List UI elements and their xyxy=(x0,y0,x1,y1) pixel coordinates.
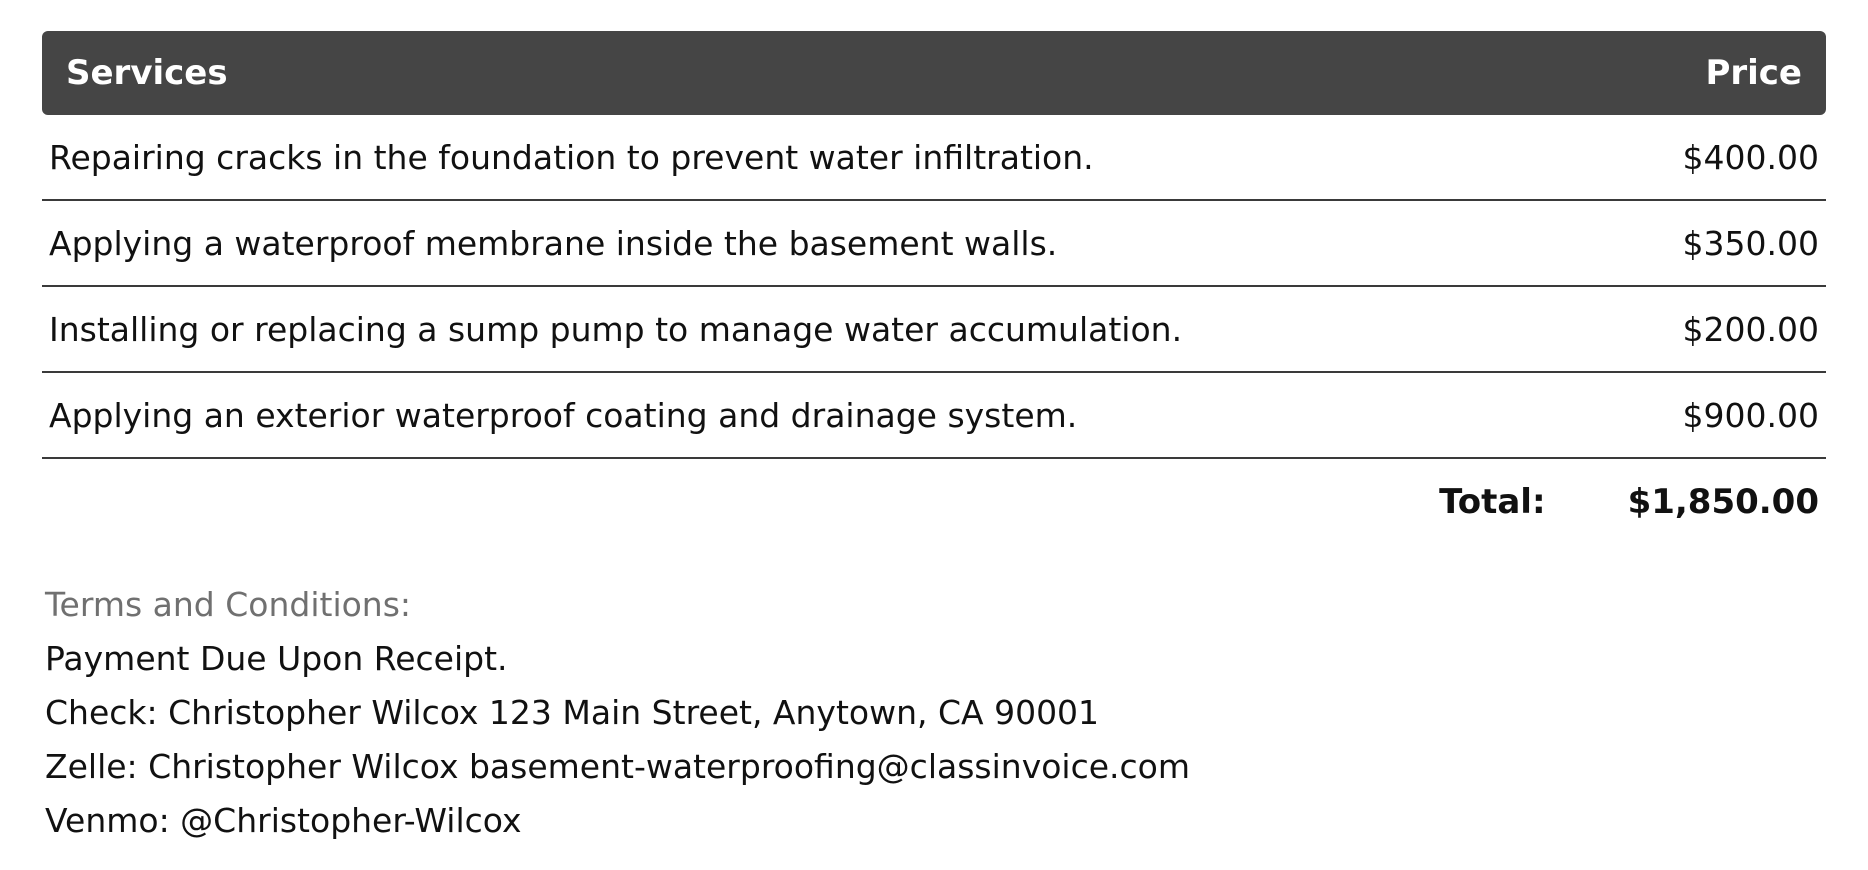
table-header xyxy=(42,31,1826,115)
service-price: $350.00 xyxy=(1682,223,1819,263)
table-row xyxy=(42,373,1826,459)
terms-heading: Terms and Conditions: xyxy=(45,585,412,624)
service-description: Repairing cracks in the foundation to prevent water infiltration. xyxy=(49,137,1094,177)
service-price: $200.00 xyxy=(1682,309,1819,349)
table-row xyxy=(42,287,1826,373)
services-column-header: Services xyxy=(66,53,228,93)
table-row xyxy=(42,201,1826,287)
price-column-header: Price xyxy=(1705,53,1802,93)
total-value: $1,850.00 xyxy=(1627,482,1819,522)
venmo-payment-text: Venmo: @Christopher-Wilcox xyxy=(45,801,522,840)
service-description: Applying a waterproof membrane inside the basement walls. xyxy=(49,223,1058,263)
check-payment-text: Check: Christopher Wilcox 123 Main Street, Anytown, CA 90001 xyxy=(45,693,1100,732)
terms-section xyxy=(45,578,1190,848)
service-price: $900.00 xyxy=(1682,395,1819,435)
table-row xyxy=(42,115,1826,201)
total-label: Total: xyxy=(1439,482,1546,522)
service-description: Installing or replacing a sump pump to manage water accumulation. xyxy=(49,309,1183,349)
total-row xyxy=(42,459,1826,545)
service-description: Applying an exterior waterproof coating and drainage system. xyxy=(49,395,1078,435)
zelle-payment-text: Zelle: Christopher Wilcox basement-waterproofing@classinvoice.com xyxy=(45,747,1190,786)
payment-due-text: Payment Due Upon Receipt. xyxy=(45,639,508,678)
services-table xyxy=(42,31,1826,545)
service-price: $400.00 xyxy=(1682,137,1819,177)
